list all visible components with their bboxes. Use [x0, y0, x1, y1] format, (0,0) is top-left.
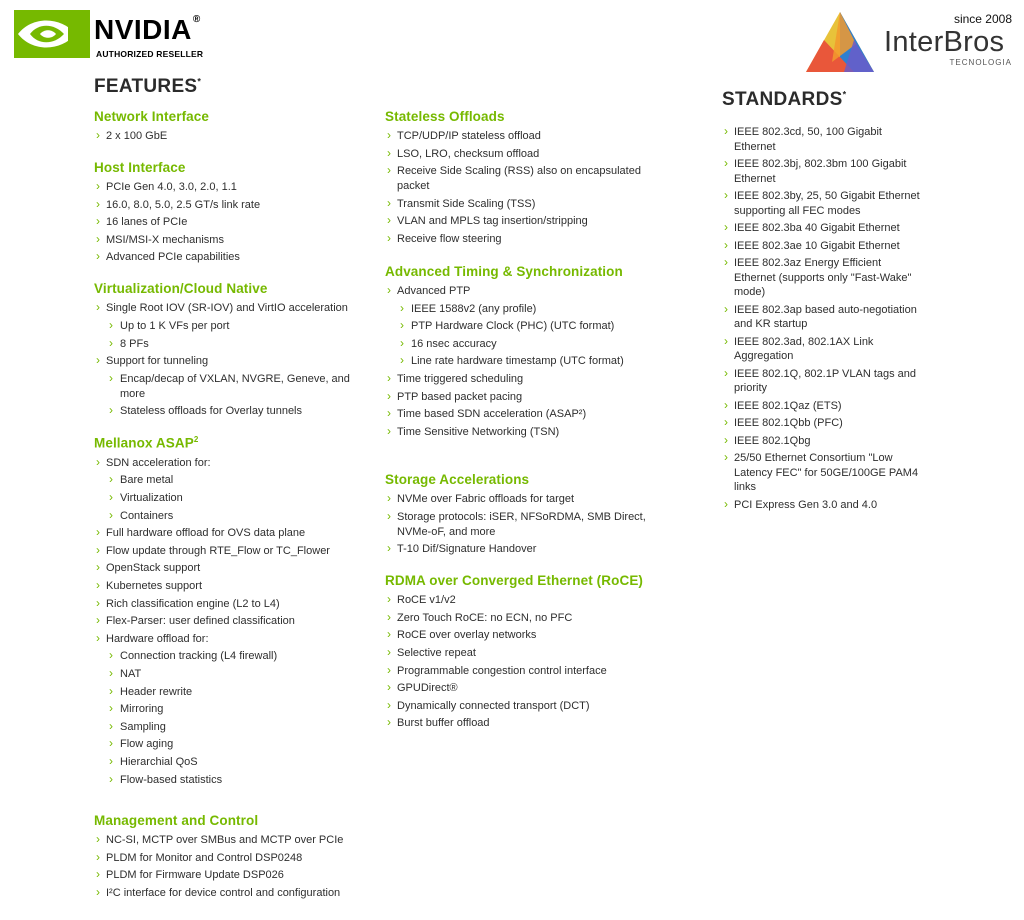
- feature-item: › PLDM for Monitor and Control DSP0248: [94, 851, 384, 866]
- feature-item: › T-10 Dif/Signature Handover: [385, 542, 650, 557]
- feature-subitem: › Mirroring: [94, 702, 374, 717]
- feature-subitem: › Up to 1 K VFs per port: [94, 319, 374, 334]
- feature-item: › RoCE v1/v2: [385, 593, 650, 608]
- feature-item: › Flex-Parser: user defined classification: [94, 614, 374, 629]
- feature-item: › SDN acceleration for:: [94, 456, 374, 471]
- standard-item: › IEEE 802.3ba 40 Gigabit Ethernet: [722, 221, 922, 236]
- feature-item: › Time triggered scheduling: [385, 372, 650, 387]
- section-title: Stateless Offloads: [385, 109, 505, 124]
- feature-item: › PTP based packet pacing: [385, 390, 650, 405]
- section-title: Network Interface: [94, 109, 209, 124]
- feature-item: › RoCE over overlay networks: [385, 628, 650, 643]
- feature-item: › 16.0, 8.0, 5.0, 2.5 GT/s link rate: [94, 198, 374, 213]
- section-title: Management and Control: [94, 813, 259, 828]
- standard-item: › IEEE 802.3ad, 802.1AX Link Aggregation: [722, 335, 922, 364]
- feature-item: › NC-SI, MCTP over SMBus and MCTP over PCIe: [94, 833, 384, 848]
- feature-item: › 2 x 100 GbE: [94, 129, 374, 144]
- section-title: Host Interface: [94, 160, 186, 175]
- feature-list: [385, 492, 650, 557]
- feature-subitem: › NAT: [94, 667, 374, 682]
- feature-subitem: › 8 PFs: [94, 337, 374, 352]
- feature-item: › VLAN and MPLS tag insertion/stripping: [385, 214, 650, 229]
- feature-subitem: › Virtualization: [94, 491, 374, 506]
- feature-section: [385, 472, 650, 557]
- feature-subitem: › Containers: [94, 509, 374, 524]
- feature-item: › Receive Side Scaling (RSS) also on encapsulated packet: [385, 164, 650, 194]
- feature-section: [94, 160, 374, 265]
- feature-item: › GPUDirect®: [385, 681, 650, 696]
- standards-heading: STANDARDS*: [722, 89, 847, 110]
- feature-list: [94, 129, 374, 144]
- feature-item: › Burst buffer offload: [385, 716, 650, 731]
- feature-list: [94, 456, 374, 788]
- feature-item: › Rich classification engine (L2 to L4): [94, 597, 374, 612]
- feature-item: › LSO, LRO, checksum offload: [385, 147, 650, 162]
- feature-subitem: › Flow aging: [94, 737, 374, 752]
- features-column-2: [385, 109, 650, 442]
- interbros-logo: [804, 8, 1014, 78]
- since-label: since 2008: [953, 12, 1012, 26]
- feature-item: › Zero Touch RoCE: no ECN, no PFC: [385, 611, 650, 626]
- feature-item: › Hardware offload for:: [94, 632, 374, 647]
- feature-section: [94, 435, 374, 787]
- interbros-wordmark: InterBros: [884, 26, 1005, 58]
- standard-item: › IEEE 802.3az Energy Efficient Ethernet (supports only "Fast-Wake" mode): [722, 256, 922, 300]
- standard-item: › IEEE 802.3by, 25, 50 Gigabit Ethernet supporting all FEC modes: [722, 189, 922, 218]
- feature-subitem: › Header rewrite: [94, 685, 374, 700]
- standards-list: [722, 125, 922, 512]
- feature-section: [385, 264, 650, 440]
- feature-subitem: › Flow-based statistics: [94, 773, 374, 788]
- feature-section: [94, 813, 384, 901]
- standard-item: › 25/50 Ethernet Consortium "Low Latency FEC" for 50GE/100GE PAM4 links: [722, 451, 922, 495]
- features-heading: FEATURES*: [94, 76, 202, 97]
- feature-item: › MSI/MSI-X mechanisms: [94, 233, 374, 248]
- authorized-reseller-label: AUTHORIZED RESELLER: [96, 49, 204, 59]
- feature-item: › Selective repeat: [385, 646, 650, 661]
- feature-item: › 16 lanes of PCIe: [94, 215, 374, 230]
- feature-item: › Support for tunneling: [94, 354, 374, 369]
- feature-item: › Time based SDN acceleration (ASAP²): [385, 407, 650, 422]
- feature-section: [94, 109, 374, 144]
- feature-item: › Single Root IOV (SR-IOV) and VirtIO acceleration: [94, 301, 374, 316]
- feature-subitem: › Connection tracking (L4 firewall): [94, 649, 374, 664]
- standard-item: › PCI Express Gen 3.0 and 4.0: [722, 498, 922, 513]
- standard-item: › IEEE 802.1Qbb (PFC): [722, 416, 922, 431]
- standard-item: › IEEE 802.3ap based auto-negotiation and KR startup: [722, 303, 922, 332]
- feature-item: › Advanced PCIe capabilities: [94, 250, 374, 265]
- feature-item: › I²C interface for device control and configuration: [94, 886, 384, 901]
- feature-list: [94, 833, 384, 901]
- feature-list: [94, 301, 374, 419]
- standard-item: › IEEE 802.3bj, 802.3bm 100 Gigabit Ethernet: [722, 157, 922, 186]
- feature-item: › Kubernetes support: [94, 579, 374, 594]
- feature-item: › Flow update through RTE_Flow or TC_Flower: [94, 544, 374, 559]
- feature-section: [94, 281, 374, 419]
- feature-subitem: › Bare metal: [94, 473, 374, 488]
- standard-item: › IEEE 802.1Q, 802.1P VLAN tags and priority: [722, 367, 922, 396]
- interbros-mark-icon: [804, 10, 876, 74]
- standard-item: › IEEE 802.3cd, 50, 100 Gigabit Ethernet: [722, 125, 922, 154]
- feature-item: › Transmit Side Scaling (TSS): [385, 197, 650, 212]
- feature-item: › Receive flow steering: [385, 232, 650, 247]
- feature-item: › TCP/UDP/IP stateless offload: [385, 129, 650, 144]
- feature-list: [385, 593, 650, 731]
- feature-item: › Time Sensitive Networking (TSN): [385, 425, 650, 440]
- nvidia-logo: [14, 10, 214, 64]
- standard-item: › IEEE 802.1Qaz (ETS): [722, 399, 922, 414]
- feature-subitem: › Line rate hardware timestamp (UTC format): [385, 354, 650, 369]
- feature-subitem: › Hierarchial QoS: [94, 755, 374, 770]
- standard-item: › IEEE 802.3ae 10 Gigabit Ethernet: [722, 239, 922, 254]
- feature-subitem: › PTP Hardware Clock (PHC) (UTC format): [385, 319, 650, 334]
- feature-item: › OpenStack support: [94, 561, 374, 576]
- section-title: Mellanox ASAP$^2$: [94, 435, 199, 451]
- feature-item: › Dynamically connected transport (DCT): [385, 699, 650, 714]
- feature-subitem: › IEEE 1588v2 (any profile): [385, 302, 650, 317]
- feature-list: [94, 180, 374, 265]
- feature-item: › Advanced PTP: [385, 284, 650, 299]
- feature-item: › Programmable congestion control interface: [385, 664, 650, 679]
- section-title: Advanced Timing & Synchronization: [385, 263, 623, 279]
- section-title: RDMA over Converged Ethernet (RoCE): [385, 573, 644, 589]
- feature-item: › NVMe over Fabric offloads for target: [385, 492, 650, 507]
- features-column-1: [94, 109, 374, 790]
- nvidia-wordmark: NVIDIA®: [94, 14, 201, 45]
- tecnologia-label: TECNOLOGIA: [949, 58, 1012, 67]
- feature-section: [385, 573, 650, 731]
- feature-subitem: › 16 nsec accuracy: [385, 337, 650, 352]
- feature-item: › Storage protocols: iSER, NFSoRDMA, SMB Direct, NVMe-oF, and more: [385, 510, 650, 540]
- standard-item: › IEEE 802.1Qbg: [722, 434, 922, 449]
- feature-item: › Full hardware offload for OVS data plane: [94, 526, 374, 541]
- feature-subitem: › Sampling: [94, 720, 374, 735]
- feature-item: › PLDM for Firmware Update DSP026: [94, 868, 384, 883]
- features-column-2-bottom: [385, 472, 650, 734]
- feature-section: [385, 109, 650, 247]
- nvidia-eye-icon: [14, 10, 90, 58]
- feature-subitem: › Stateless offloads for Overlay tunnels: [94, 404, 374, 419]
- feature-subitem: › Encap/decap of VXLAN, NVGRE, Geneve, and more: [94, 372, 374, 402]
- section-title: Virtualization/Cloud Native: [94, 281, 268, 297]
- standards-column: [722, 125, 922, 515]
- feature-list: [385, 284, 650, 440]
- features-column-1-bottom: [94, 813, 384, 903]
- feature-item: › PCIe Gen 4.0, 3.0, 2.0, 1.1: [94, 180, 374, 195]
- feature-list: [385, 129, 650, 247]
- section-title: Storage Accelerations: [385, 472, 530, 487]
